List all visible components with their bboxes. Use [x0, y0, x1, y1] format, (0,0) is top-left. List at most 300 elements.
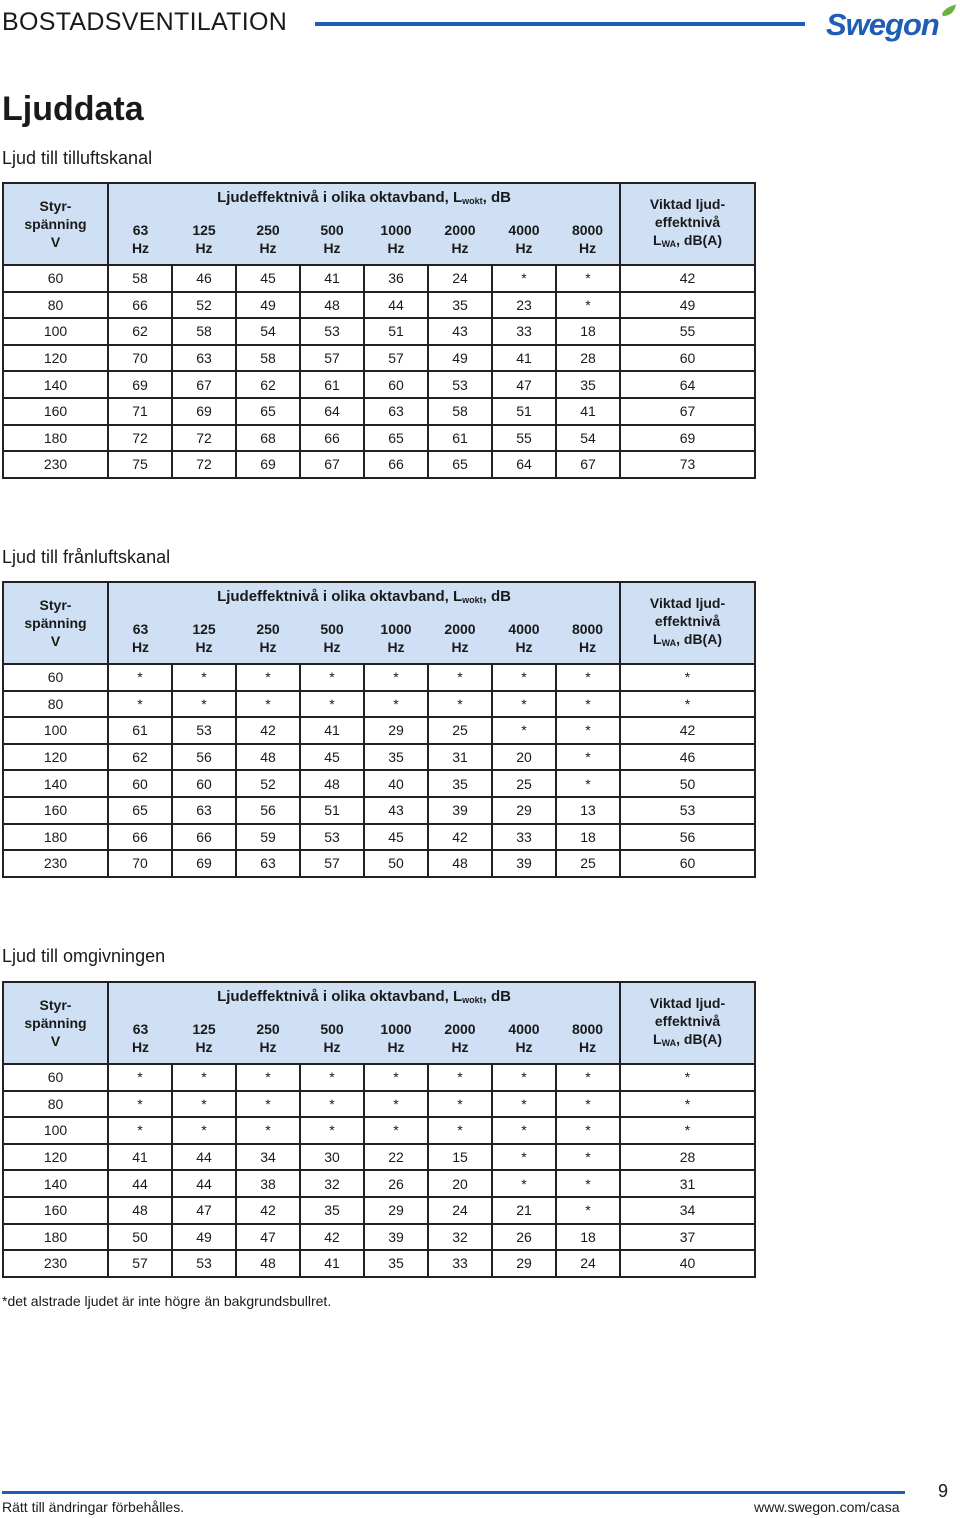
- header-styrspanning-line: V: [50, 1033, 61, 1049]
- header-band-unit: Hz: [387, 240, 405, 256]
- table-cell: *: [492, 1064, 556, 1091]
- header-band-frequency: 2000: [444, 621, 476, 637]
- header-group-text: Ljudeffektnivå i olika oktavband, L: [217, 987, 463, 1005]
- table-cell: 58: [172, 318, 236, 345]
- header-band-250: [236, 613, 300, 664]
- header-band-unit: Hz: [195, 1039, 213, 1055]
- table-cell: *: [172, 664, 236, 691]
- table-cell: 160: [3, 797, 108, 824]
- table-cell: 38: [236, 1170, 300, 1197]
- table-cell: 63: [172, 345, 236, 372]
- table-cell: 32: [428, 1224, 492, 1251]
- table-cell: 35: [364, 744, 428, 771]
- table-cell: 34: [236, 1144, 300, 1171]
- table-cell: 30: [300, 1144, 364, 1171]
- header-band-unit: Hz: [451, 1039, 469, 1055]
- header-group-subscript: wokt: [462, 195, 483, 206]
- table-cell: 50: [620, 770, 755, 797]
- table-cell: 50: [108, 1224, 172, 1251]
- table-cell: 54: [556, 425, 620, 452]
- header-band-2000: [428, 214, 492, 265]
- table-cell: *: [492, 1117, 556, 1144]
- table-cell: 100: [3, 717, 108, 744]
- table-cell: *: [620, 1091, 755, 1118]
- header-rule: [315, 22, 805, 26]
- table-cell: 48: [236, 1250, 300, 1277]
- table-cell: 62: [236, 371, 300, 398]
- header-band-unit: Hz: [131, 240, 150, 256]
- table-cell: *: [236, 1091, 300, 1118]
- header-group-subscript: wokt: [462, 994, 483, 1005]
- table-cell: 42: [300, 1224, 364, 1251]
- table-cell: 60: [172, 770, 236, 797]
- table-cell: 63: [236, 850, 300, 877]
- header-band-63: [108, 1013, 172, 1064]
- table-cell: *: [492, 1091, 556, 1118]
- leaf-icon: [942, 4, 956, 16]
- table-cell: 46: [620, 744, 755, 771]
- table-cell: 61: [428, 425, 492, 452]
- table-cell: 62: [108, 318, 172, 345]
- header-band-2000: [428, 1013, 492, 1064]
- section-header: BOSTADSVENTILATION: [2, 8, 288, 36]
- table-cell: 35: [428, 292, 492, 319]
- table-cell: 58: [236, 345, 300, 372]
- table-cell: 140: [3, 770, 108, 797]
- table-cell: 32: [300, 1170, 364, 1197]
- header-band-unit: Hz: [259, 1039, 277, 1055]
- table-cell: *: [364, 664, 428, 691]
- header-band-unit: Hz: [578, 1039, 597, 1055]
- table-cell: 52: [172, 292, 236, 319]
- table-cell: *: [364, 1064, 428, 1091]
- table-cell: 23: [492, 292, 556, 319]
- table-cell: 20: [492, 744, 556, 771]
- header-band-1000: [364, 214, 428, 265]
- table-cell: *: [300, 691, 364, 718]
- table-cell: 41: [300, 265, 364, 292]
- table-cell: 63: [172, 797, 236, 824]
- table-cell: 64: [300, 398, 364, 425]
- table-cell: 72: [108, 425, 172, 452]
- table-cell: 18: [556, 318, 620, 345]
- table-cell: 180: [3, 1224, 108, 1251]
- table-cell: 62: [108, 744, 172, 771]
- header-band-frequency: 8000: [571, 222, 604, 238]
- header-styrspanning-line: V: [50, 633, 61, 649]
- table-cell: 33: [492, 318, 556, 345]
- table-cell: *: [364, 1091, 428, 1118]
- header-group-text: Ljudeffektnivå i olika oktavband, L: [217, 587, 463, 605]
- sound-table-supply: [2, 182, 756, 479]
- header-weighted-subscript: WA: [661, 1038, 677, 1048]
- header-band-unit: Hz: [323, 639, 341, 655]
- footnote: *det alstrade ljudet är inte högre än bakgrundsbullret.: [2, 1293, 332, 1309]
- table-cell: *: [172, 1117, 236, 1144]
- table-cell: 66: [364, 451, 428, 478]
- header-band-unit: Hz: [259, 240, 277, 256]
- table-cell: 54: [236, 318, 300, 345]
- header-band-125: [172, 613, 236, 664]
- table-cell: 57: [364, 345, 428, 372]
- table-cell: 68: [236, 425, 300, 452]
- header-band-1000: [364, 613, 428, 664]
- header-weighted-subscript: WA: [661, 239, 677, 249]
- section-title-supply: Ljud till tilluftskanal: [2, 148, 153, 168]
- table-cell: 47: [236, 1224, 300, 1251]
- table-cell: 41: [108, 1144, 172, 1171]
- table-cell: 140: [3, 1170, 108, 1197]
- table-cell: 72: [172, 425, 236, 452]
- table-cell: 26: [364, 1170, 428, 1197]
- table-row: [3, 318, 755, 345]
- table-cell: 61: [300, 371, 364, 398]
- table-cell: 43: [428, 318, 492, 345]
- header-weighted-line: Viktad ljud-: [649, 595, 726, 611]
- table-cell: 24: [428, 265, 492, 292]
- header-band-125: [172, 1013, 236, 1064]
- table-cell: *: [492, 664, 556, 691]
- header-band-frequency: 63: [132, 1021, 149, 1037]
- table-cell: 50: [364, 850, 428, 877]
- header-styrspanning-line: spänning: [24, 615, 87, 631]
- header-group-unit: , dB: [482, 587, 511, 605]
- header-weighted-level: [620, 982, 755, 1064]
- table-cell: *: [428, 691, 492, 718]
- header-styrspanning-line: Styr-: [39, 597, 72, 613]
- logo-text: Swegon: [826, 7, 939, 42]
- table-cell: 72: [172, 451, 236, 478]
- table-cell: 60: [620, 345, 755, 372]
- table-cell: *: [620, 1117, 755, 1144]
- header-styrspanning-line: V: [50, 234, 61, 250]
- table-cell: *: [556, 292, 620, 319]
- header-weighted-line: Viktad ljud-: [649, 995, 726, 1011]
- table-cell: 25: [492, 770, 556, 797]
- header-weighted-line: Viktad ljud-: [649, 196, 726, 212]
- table-cell: *: [556, 770, 620, 797]
- table-row: [3, 425, 755, 452]
- table-cell: 28: [620, 1144, 755, 1171]
- table-cell: 39: [492, 850, 556, 877]
- table-row: [3, 345, 755, 372]
- table-cell: 70: [108, 345, 172, 372]
- table-cell: 39: [364, 1224, 428, 1251]
- table-cell: *: [364, 1117, 428, 1144]
- header-band-frequency: 125: [192, 1021, 216, 1037]
- table-cell: *: [556, 1144, 620, 1171]
- table-cell: 56: [172, 744, 236, 771]
- table-cell: 41: [300, 1250, 364, 1277]
- table-row: [3, 1117, 755, 1144]
- table-cell: 51: [492, 398, 556, 425]
- header-band-unit: Hz: [387, 639, 405, 655]
- table-cell: 15: [428, 1144, 492, 1171]
- table-cell: *: [428, 1064, 492, 1091]
- header-weighted-unit: , dB(A): [676, 631, 722, 647]
- table-cell: 160: [3, 1197, 108, 1224]
- header-weighted-unit: , dB(A): [676, 232, 722, 248]
- header-band-frequency: 250: [256, 222, 280, 238]
- header-band-frequency: 4000: [508, 1021, 540, 1037]
- table-cell: *: [428, 1117, 492, 1144]
- table-cell: 140: [3, 371, 108, 398]
- header-weighted-line: effektnivå: [654, 214, 721, 230]
- table-cell: *: [492, 1144, 556, 1171]
- table-cell: 42: [236, 717, 300, 744]
- header-styrspanning: [3, 982, 108, 1064]
- table-cell: 35: [428, 770, 492, 797]
- table-cell: 100: [3, 318, 108, 345]
- header-band-unit: Hz: [323, 1039, 341, 1055]
- header-band-4000: [492, 613, 556, 664]
- header-band-unit: Hz: [387, 1039, 405, 1055]
- header-weighted-level: [620, 183, 755, 265]
- table-cell: 48: [108, 1197, 172, 1224]
- table-cell: 33: [428, 1250, 492, 1277]
- table-cell: 43: [364, 797, 428, 824]
- sound-table-surroundings: [2, 981, 756, 1278]
- table-cell: *: [300, 1064, 364, 1091]
- table-row: [3, 717, 755, 744]
- table-cell: 22: [364, 1144, 428, 1171]
- header-octave-band-group: [108, 582, 620, 613]
- header-weighted-level: [620, 582, 755, 664]
- header-band-unit: Hz: [515, 639, 533, 655]
- table-row: [3, 691, 755, 718]
- header-band-unit: Hz: [578, 639, 597, 655]
- table-cell: 100: [3, 1117, 108, 1144]
- table-cell: 29: [492, 797, 556, 824]
- header-group-unit: , dB: [482, 188, 511, 206]
- table-cell: *: [492, 717, 556, 744]
- table-cell: 160: [3, 398, 108, 425]
- header-band-4000: [492, 1013, 556, 1064]
- table-cell: 63: [364, 398, 428, 425]
- table-cell: 57: [300, 850, 364, 877]
- header-band-frequency: 4000: [508, 621, 540, 637]
- header-band-frequency: 63: [132, 222, 149, 238]
- table-cell: *: [492, 1170, 556, 1197]
- table-cell: 49: [428, 345, 492, 372]
- table-cell: *: [556, 744, 620, 771]
- header-band-unit: Hz: [578, 240, 597, 256]
- table-cell: 42: [620, 265, 755, 292]
- table-cell: 180: [3, 824, 108, 851]
- section-title-exhaust: Ljud till frånluftskanal: [2, 547, 171, 567]
- header-band-frequency: 63: [132, 621, 149, 637]
- table-cell: *: [108, 1064, 172, 1091]
- table-cell: 44: [108, 1170, 172, 1197]
- table-row: [3, 1197, 755, 1224]
- table-cell: 29: [492, 1250, 556, 1277]
- table-cell: 45: [300, 744, 364, 771]
- table-cell: 60: [108, 770, 172, 797]
- header-band-frequency: 500: [320, 621, 344, 637]
- header-band-frequency: 2000: [444, 222, 476, 238]
- table-cell: 60: [3, 664, 108, 691]
- table-cell: 44: [172, 1144, 236, 1171]
- table-cell: *: [108, 691, 172, 718]
- header-band-unit: Hz: [515, 1039, 533, 1055]
- table-cell: 69: [236, 451, 300, 478]
- table-cell: 57: [108, 1250, 172, 1277]
- header-group-text: Ljudeffektnivå i olika oktavband, L: [217, 188, 463, 206]
- table-cell: 25: [556, 850, 620, 877]
- table-cell: 40: [620, 1250, 755, 1277]
- table-cell: 18: [556, 1224, 620, 1251]
- table-row: [3, 770, 755, 797]
- header-group-subscript: wokt: [462, 594, 483, 605]
- table-cell: 42: [620, 717, 755, 744]
- table-cell: 52: [236, 770, 300, 797]
- table-cell: *: [172, 1091, 236, 1118]
- table-row: [3, 1091, 755, 1118]
- table-cell: 66: [172, 824, 236, 851]
- table-cell: 60: [3, 265, 108, 292]
- table-cell: 18: [556, 824, 620, 851]
- header-weighted-line: effektnivå: [654, 1013, 721, 1029]
- table-cell: 48: [236, 744, 300, 771]
- table-cell: 65: [236, 398, 300, 425]
- table-cell: 31: [428, 744, 492, 771]
- table-row: [3, 371, 755, 398]
- header-band-unit: Hz: [195, 639, 213, 655]
- header-band-unit: Hz: [323, 240, 341, 256]
- header-group-unit: , dB: [482, 987, 511, 1005]
- header-band-frequency: 125: [192, 222, 216, 238]
- sound-table-exhaust: [2, 581, 756, 878]
- header-band-unit: Hz: [451, 639, 469, 655]
- table-cell: 29: [364, 1197, 428, 1224]
- page-title: Ljuddata: [2, 90, 144, 128]
- table-row: [3, 1064, 755, 1091]
- table-cell: 48: [428, 850, 492, 877]
- table-cell: 69: [108, 371, 172, 398]
- table-cell: 39: [428, 797, 492, 824]
- header-band-500: [300, 214, 364, 265]
- table-cell: 58: [428, 398, 492, 425]
- table-cell: *: [556, 1170, 620, 1197]
- table-cell: 66: [108, 824, 172, 851]
- table-cell: 67: [556, 451, 620, 478]
- table-cell: 66: [108, 292, 172, 319]
- footer-disclaimer: Rätt till ändringar förbehålles.: [2, 1499, 185, 1515]
- table-cell: 20: [428, 1170, 492, 1197]
- table-cell: 49: [236, 292, 300, 319]
- table-cell: *: [236, 664, 300, 691]
- table-cell: 46: [172, 265, 236, 292]
- table-cell: *: [620, 664, 755, 691]
- table-cell: 58: [108, 265, 172, 292]
- header-styrspanning-line: spänning: [24, 1015, 87, 1031]
- footer-url[interactable]: www.swegon.com/casa: [754, 1499, 900, 1515]
- header-styrspanning-line: Styr-: [39, 198, 72, 214]
- header-styrspanning-line: Styr-: [39, 997, 72, 1013]
- header-band-125: [172, 214, 236, 265]
- table-cell: 67: [172, 371, 236, 398]
- table-cell: 29: [364, 717, 428, 744]
- table-cell: *: [620, 1064, 755, 1091]
- table-cell: 36: [364, 265, 428, 292]
- table-cell: 51: [364, 318, 428, 345]
- table-row: [3, 398, 755, 425]
- table-row: [3, 265, 755, 292]
- header-band-unit: Hz: [131, 1039, 150, 1055]
- header-band-500: [300, 1013, 364, 1064]
- table-cell: 42: [428, 824, 492, 851]
- table-cell: 24: [556, 1250, 620, 1277]
- table-cell: *: [428, 1091, 492, 1118]
- page-number: 9: [938, 1481, 949, 1501]
- table-cell: 34: [620, 1197, 755, 1224]
- table-cell: *: [172, 691, 236, 718]
- table-cell: 80: [3, 1091, 108, 1118]
- table-cell: 120: [3, 744, 108, 771]
- table-cell: *: [108, 1117, 172, 1144]
- table-row: [3, 1170, 755, 1197]
- header-band-unit: Hz: [131, 639, 150, 655]
- table-cell: 49: [620, 292, 755, 319]
- header-band-frequency: 500: [320, 1021, 344, 1037]
- table-cell: 53: [620, 797, 755, 824]
- table-cell: 69: [620, 425, 755, 452]
- table-cell: *: [492, 265, 556, 292]
- table-cell: 35: [364, 1250, 428, 1277]
- header-band-frequency: 4000: [508, 222, 540, 238]
- footer-rule: [2, 1491, 905, 1494]
- table-cell: 65: [108, 797, 172, 824]
- header-weighted-unit: , dB(A): [676, 1031, 722, 1047]
- table-cell: 71: [108, 398, 172, 425]
- table-cell: 56: [236, 797, 300, 824]
- table-cell: 56: [620, 824, 755, 851]
- table-cell: 26: [492, 1224, 556, 1251]
- table-cell: 53: [300, 318, 364, 345]
- table-cell: 75: [108, 451, 172, 478]
- header-band-frequency: 1000: [380, 621, 412, 637]
- header-band-8000: [556, 613, 620, 664]
- header-octave-band-group: [108, 982, 620, 1013]
- table-cell: 80: [3, 292, 108, 319]
- header-band-250: [236, 214, 300, 265]
- table-cell: *: [556, 265, 620, 292]
- table-cell: *: [620, 691, 755, 718]
- table-cell: 67: [300, 451, 364, 478]
- table-cell: 55: [492, 425, 556, 452]
- swegon-logo: [826, 4, 956, 44]
- header-weighted-symbol: L: [653, 232, 662, 248]
- table-cell: 64: [620, 371, 755, 398]
- table-row: [3, 824, 755, 851]
- table-cell: 64: [492, 451, 556, 478]
- table-cell: 47: [172, 1197, 236, 1224]
- table-cell: 44: [364, 292, 428, 319]
- header-weighted-symbol: L: [653, 631, 662, 647]
- header-styrspanning-line: spänning: [24, 216, 87, 232]
- header-band-frequency: 250: [256, 1021, 280, 1037]
- table-cell: 25: [428, 717, 492, 744]
- table-cell: *: [492, 691, 556, 718]
- header-band-frequency: 8000: [571, 1021, 604, 1037]
- header-band-1000: [364, 1013, 428, 1064]
- header-band-63: [108, 214, 172, 265]
- header-band-63: [108, 613, 172, 664]
- table-cell: *: [236, 1064, 300, 1091]
- table-cell: 73: [620, 451, 755, 478]
- table-cell: 45: [364, 824, 428, 851]
- table-cell: *: [556, 664, 620, 691]
